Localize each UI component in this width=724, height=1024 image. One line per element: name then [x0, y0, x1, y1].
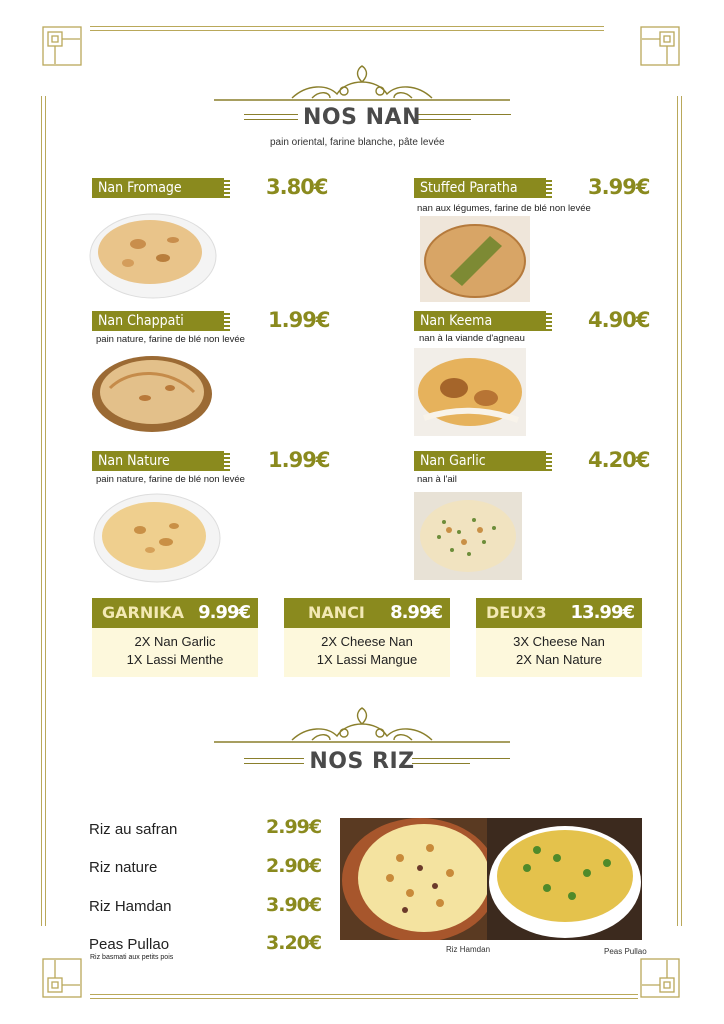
item-price: 1.99€	[268, 308, 330, 332]
nan-nature-photo	[92, 490, 222, 584]
item-description: nan à la viande d'agneau	[419, 333, 525, 344]
item-name: Nan Chappati	[98, 313, 184, 329]
item-price: 3.99€	[588, 175, 650, 199]
frame-right-inner	[681, 96, 682, 926]
item-name: Nan Nature	[98, 453, 170, 469]
frame-right-outer	[677, 96, 678, 926]
menu-card-nanci	[284, 598, 450, 677]
riz-item-description: Riz basmati aux petits pois	[90, 954, 174, 961]
item-description: nan à l'ail	[417, 474, 457, 485]
item-name: Nan Fromage	[98, 180, 182, 196]
menu-price: 9.99€	[198, 602, 250, 623]
riz-item-price: 2.90€	[266, 855, 322, 877]
frame-left-outer	[41, 96, 42, 926]
frame-bottom-inner	[90, 998, 638, 999]
menu-line: 1X Lassi Menthe	[126, 652, 224, 667]
photo-caption: Peas Pullao	[604, 947, 647, 956]
title-flourish-icon	[212, 64, 512, 104]
menu-name: GARNIKA	[102, 603, 184, 622]
title-flourish-icon	[212, 706, 512, 746]
riz-item-name: Riz nature	[89, 859, 158, 876]
menu-line: 1X Lassi Mangue	[316, 652, 418, 667]
item-price: 3.80€	[266, 175, 328, 199]
riz-item-name: Riz Hamdan	[89, 898, 172, 915]
nan-section-subtitle: pain oriental, farine blanche, pâte levée	[270, 137, 445, 148]
menu-name: DEUX3	[486, 603, 547, 622]
frame-top-inner	[90, 30, 604, 31]
menu-price: 13.99€	[570, 602, 634, 623]
stuffed-paratha-photo	[420, 216, 530, 302]
item-description: pain nature, farine de blé non levée	[96, 474, 245, 485]
item-label-nan-fromage	[92, 178, 230, 198]
corner-ornament-icon	[40, 956, 84, 1000]
menu-card-deux3	[476, 598, 642, 677]
riz-item-price: 3.20€	[266, 932, 322, 954]
corner-ornament-icon	[40, 24, 84, 68]
photo-caption: Riz Hamdan	[446, 945, 491, 954]
corner-ornament-icon	[638, 956, 682, 1000]
item-price: 4.20€	[588, 448, 650, 472]
item-name: Nan Garlic	[420, 453, 486, 469]
item-label-nan-nature	[92, 451, 230, 471]
item-label-nan-keema	[414, 311, 552, 331]
riz-item-price: 2.99€	[266, 816, 322, 838]
corner-ornament-icon	[638, 24, 682, 68]
riz-hamdan-photo	[340, 818, 488, 940]
item-name: Stuffed Paratha	[420, 180, 518, 196]
peas-pullao-photo	[487, 818, 642, 940]
frame-bottom-outer	[90, 994, 638, 995]
riz-item-name: Peas Pullao	[89, 936, 170, 953]
menu-card-garnika	[92, 598, 258, 677]
item-label-stuffed-paratha	[414, 178, 552, 198]
menu-line: 2X Nan Garlic	[134, 634, 216, 649]
riz-item-price: 3.90€	[266, 894, 322, 916]
menu-name: NANCI	[308, 603, 365, 622]
nan-fromage-photo	[88, 208, 218, 300]
frame-top-outer	[90, 26, 604, 27]
item-price: 4.90€	[588, 308, 650, 332]
item-description: nan aux légumes, farine de blé non levée	[417, 203, 591, 214]
riz-item-name: Riz au safran	[89, 821, 178, 838]
menu-card-header	[92, 598, 258, 628]
nan-keema-photo	[414, 348, 526, 436]
item-name: Nan Keema	[420, 313, 493, 329]
riz-section-title: NOS RIZ	[309, 749, 415, 774]
item-price: 1.99€	[268, 448, 330, 472]
nan-chappati-photo	[90, 348, 214, 434]
menu-line: 2X Nan Nature	[516, 652, 602, 667]
menu-card-header	[476, 598, 642, 628]
menu-card-header	[284, 598, 450, 628]
nan-garlic-photo	[414, 492, 522, 580]
menu-line: 2X Cheese Nan	[321, 634, 413, 649]
item-label-nan-garlic	[414, 451, 552, 471]
menu-price: 8.99€	[390, 602, 442, 623]
item-description: pain nature, farine de blé non levée	[96, 334, 245, 345]
menu-line: 3X Cheese Nan	[513, 634, 605, 649]
item-label-nan-chappati	[92, 311, 230, 331]
nan-section-title: NOS NAN	[303, 105, 421, 130]
frame-left-inner	[45, 96, 46, 926]
